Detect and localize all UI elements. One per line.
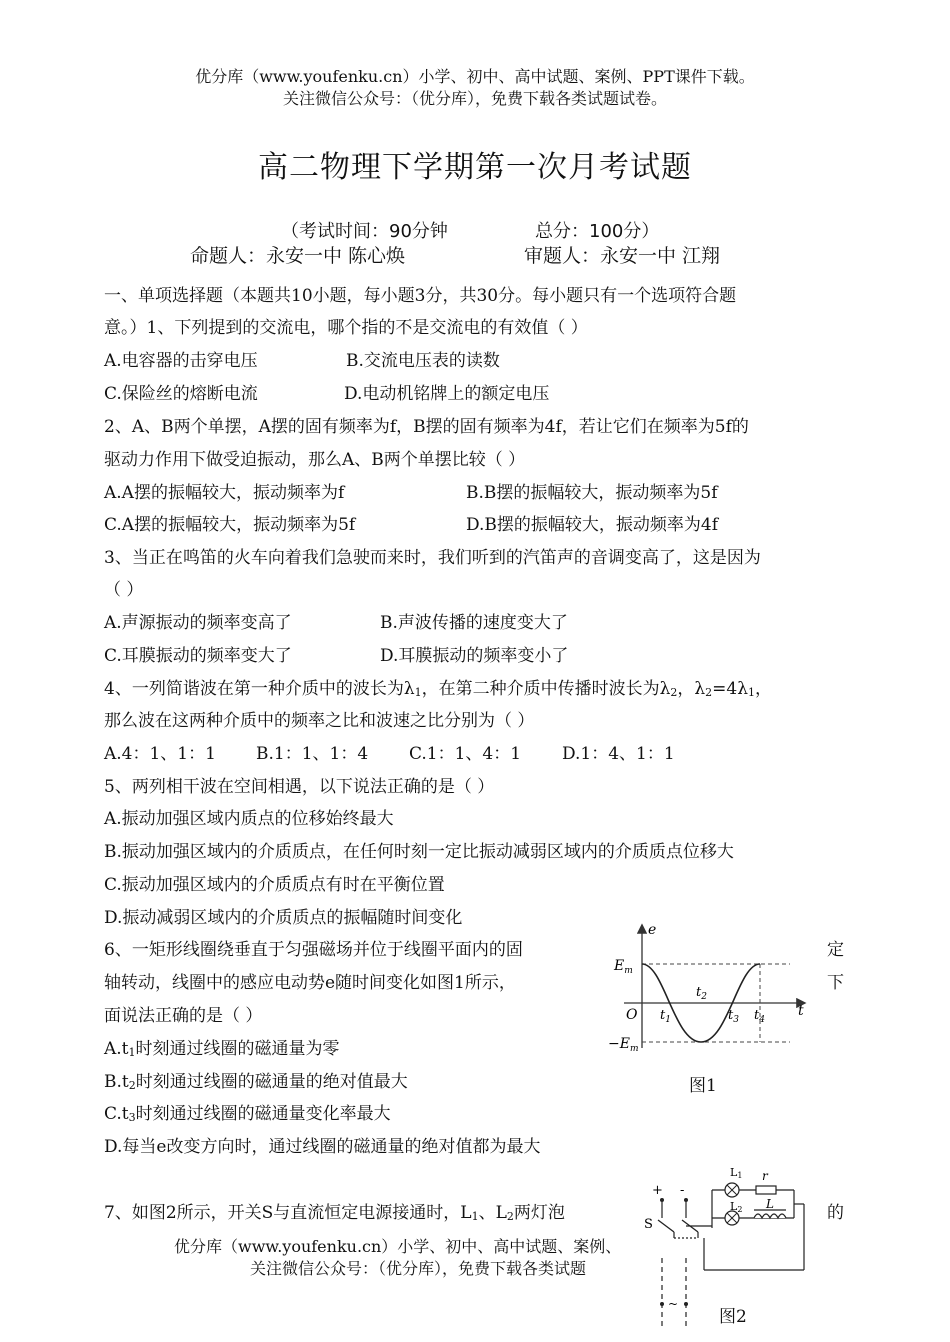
- t3-label: $t_3$: [728, 1008, 739, 1025]
- inductor-l-label: L: [766, 1197, 774, 1211]
- section-intro-line-1: 一、单项选择题（本题共10小题，每小题3分，共30分。每小题只有一个选项符合题: [104, 286, 737, 306]
- q5-option-d: D.振动减弱区域内的介质质点的振幅随时间变化: [104, 908, 463, 928]
- q2-line-2: 驱动力作用下做受迫振动，那么A、B两个单摆比较（ ）: [104, 450, 526, 470]
- l2-label: L2: [730, 1200, 743, 1214]
- q6-option-d: D.每当e改变方向时，通过线圈的磁通量的绝对值都为最大: [104, 1137, 541, 1157]
- em-label: $E_m$: [614, 958, 633, 976]
- q3-option-c: C.耳膜振动的频率变大了: [104, 646, 292, 666]
- exam-time: （考试时间：90分钟: [281, 221, 448, 242]
- e-axis-label: e: [648, 922, 657, 938]
- exam-reviewer: 审题人：永安一中 江翔: [524, 245, 721, 267]
- minus-terminal-label: -: [680, 1183, 685, 1198]
- resistor-r-label: r: [762, 1169, 768, 1183]
- q6-line-2: 轴转动，线圈中的感应电动势e随时间变化如图1所示，: [104, 973, 516, 993]
- q5-option-b: B.振动加强区域内的介质质点，在任何时刻一定比振动减弱区域内的介质质点位移大: [104, 842, 734, 862]
- origin-label: O: [626, 1007, 638, 1023]
- page-title: 高二物理下学期第一次月考试题: [258, 150, 692, 185]
- exam-score: 总分：100分）: [535, 221, 660, 242]
- q1-option-c: C.保险丝的熔断电流: [104, 384, 258, 404]
- header-line-2: 关注微信公众号：（优分库），免费下载各类试题试卷。: [282, 89, 667, 108]
- q3-line-2: （ ）: [104, 580, 144, 600]
- q2-option-d: D.B摆的振幅较大，振动频率为4f: [466, 515, 719, 535]
- l1-label: L1: [730, 1166, 743, 1180]
- q6-line-2-tail: 下: [827, 973, 844, 993]
- q1-option-b: B.交流电压表的读数: [346, 351, 500, 371]
- q4-option-c: C.1：1、4：1: [409, 744, 522, 764]
- q3-line-1: 3、当正在鸣笛的火车向着我们急驶而来时，我们听到的汽笛声的音调变高了，这是因为: [104, 548, 761, 568]
- section-intro-line-2: 意。）1、下列提到的交流电，哪个指的不是交流电的有效值（ ）: [104, 318, 588, 338]
- inductor-l: [754, 1214, 786, 1218]
- q6-option-c: $C.t_3$时刻通过线圈的磁通量变化率最大: [104, 1104, 391, 1124]
- q3-option-a: A.声源振动的频率变高了: [104, 613, 292, 633]
- resistor-r: [756, 1186, 776, 1194]
- q4-option-a: A.4：1、1：1: [104, 744, 216, 764]
- figure-1-caption: 图1: [689, 1076, 717, 1096]
- q1-option-d: D.电动机铭牌上的额定电压: [344, 384, 550, 404]
- switch-s-label: S: [644, 1217, 653, 1232]
- q6-line-1: 6、一矩形线圈绕垂直于匀强磁场并位于线圈平面内的固: [104, 940, 523, 960]
- t-axis-label: t: [798, 1003, 804, 1019]
- q2-line-1: 2、A、B两个单摆，A摆的固有频率为f，B摆的固有频率为4f，若让它们在频率为5f的: [104, 417, 749, 437]
- t4-label: $t_4$: [754, 1008, 765, 1025]
- switch-blade: [658, 1220, 674, 1232]
- q2-option-a: A.A摆的振幅较大，振动频率为f: [104, 483, 345, 503]
- header-line-1: 优分库（www.youfenku.cn）小学、初中、高中试题、案例、PPT课件下载。: [195, 67, 755, 86]
- q5-option-a: A.振动加强区域内质点的位移始终最大: [104, 809, 394, 829]
- q6-line-3: 面说法正确的是（ ）: [104, 1006, 263, 1026]
- q1-option-a: A.电容器的击穿电压: [104, 351, 258, 371]
- figure-1-graph: [604, 918, 814, 1058]
- plus-terminal-label: +: [652, 1183, 663, 1198]
- q4-line-1: 4、一列简谐波在第一种介质中的波长为$\lambda_1$，在第二种介质中传播时波长为$\lambda_2$，$\lambda_2=4\lambda_1$，: [104, 679, 772, 699]
- q3-option-d: D.耳膜振动的频率变小了: [380, 646, 569, 666]
- q6-option-a: $A.t_1$时刻通过线圈的磁通量为零: [104, 1039, 340, 1059]
- ac-source-label: ~: [668, 1297, 679, 1311]
- footer-line-1: 优分库（www.youfenku.cn）小学、初中、高中试题、案例、: [174, 1237, 622, 1256]
- q6-option-b: $B.t_2$时刻通过线圈的磁通量的绝对值最大: [104, 1072, 408, 1092]
- exam-author: 命题人：永安一中 陈心焕: [190, 245, 406, 267]
- footer-line-2: 关注微信公众号：（优分库），免费下载各类试题: [250, 1259, 587, 1278]
- q7-line-1-tail: 的: [827, 1203, 844, 1223]
- q2-option-c: C.A摆的振幅较大，振动频率为5f: [104, 515, 356, 535]
- q3-option-b: B.声波传播的速度变大了: [380, 613, 568, 633]
- figure-2-caption: 图2: [719, 1307, 747, 1327]
- q5-line-1: 5、两列相干波在空间相遇，以下说法正确的是（ ）: [104, 777, 495, 797]
- q5-option-c: C.振动加强区域内的介质质点有时在平衡位置: [104, 875, 445, 895]
- neg-em-label: $-E_m$: [608, 1036, 639, 1054]
- t2-label: $t_2$: [696, 985, 707, 1002]
- q6-line-1-tail: 定: [827, 940, 844, 960]
- q4-line-2: 那么波在这两种介质中的频率之比和波速之比分别为（ ）: [104, 711, 535, 731]
- q4-option-d: D.1：4、1：1: [562, 744, 675, 764]
- t1-label: $t_1$: [660, 1008, 671, 1025]
- q4-option-b: B.1：1、1：4: [256, 744, 369, 764]
- lamp-l1: [725, 1183, 739, 1197]
- q2-option-b: B.B摆的振幅较大，振动频率为5f: [466, 483, 718, 503]
- q7-line-1: 7、如图2所示，开关S与直流恒定电源接通时，$L_1$、$L_2$两灯泡: [104, 1203, 565, 1223]
